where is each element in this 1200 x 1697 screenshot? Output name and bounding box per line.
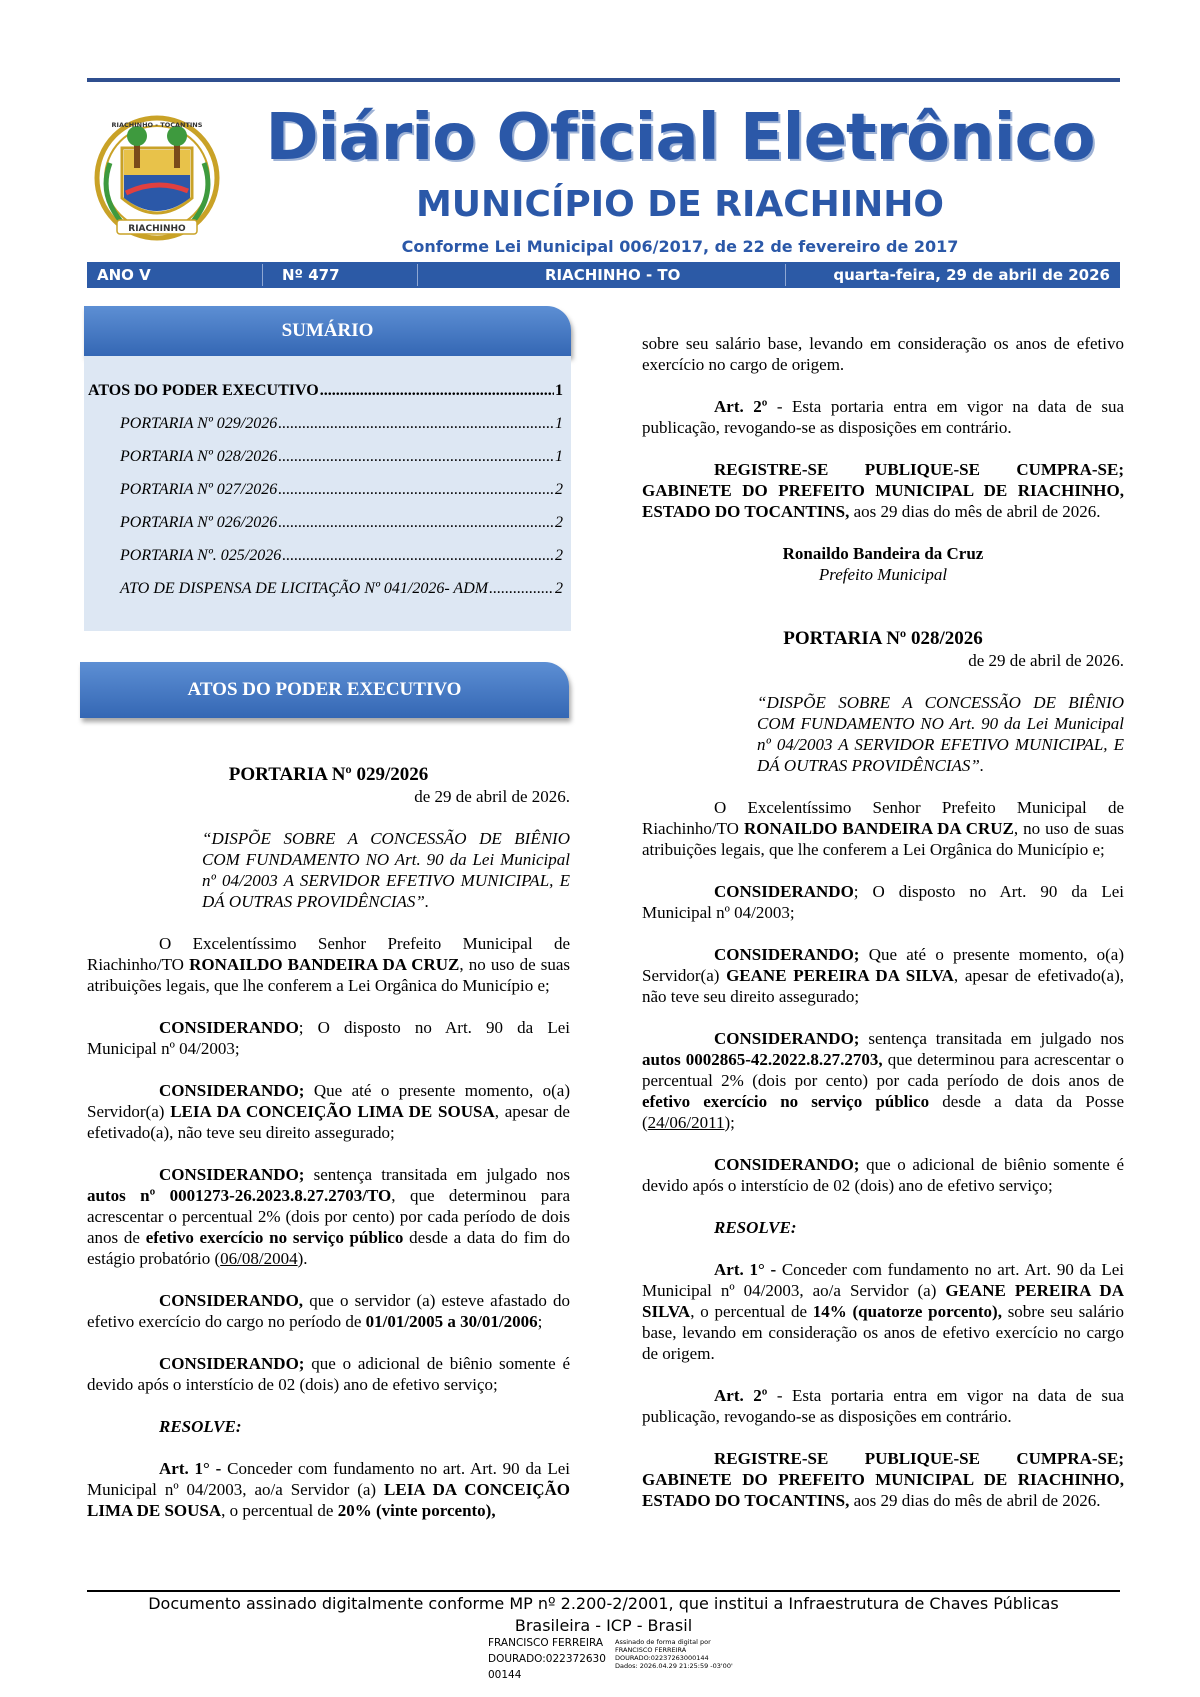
paragraph: CONSIDERANDO; sentença transitada em julgado nos autos nº 0001273-26.2023.8.27.2703/TO, que determinou para acrescentar o percentual 2% (dois por cento) por cada período de dois anos de efetivo exercício no serviço público desde a data do fim do estágio probatório (06/08/2004). (87, 1165, 571, 1268)
header-top-rule (87, 78, 1120, 82)
article-1-continued: sobre seu salário base, levando em consideração os anos de efetivo exercício no cargo de origem. (642, 334, 1124, 374)
toc-item[interactable]: PORTARIA Nº 027/2026 ..... 2 (88, 473, 563, 506)
signature-details: Assinado de forma digital por FRANCISCO FERREIRA DOURADO:02237263000144 Dados: 2026.04.29 21:25:59 -03'00' (615, 1638, 733, 1670)
resolve-heading: RESOLVE: (714, 1218, 797, 1237)
toc-item[interactable]: ATOS DO PODER EXECUTIVO ..... 1 (88, 374, 563, 407)
toc-item[interactable]: PORTARIA Nº 028/2026 ..... 1 (88, 440, 563, 473)
bar-divider (417, 264, 418, 286)
closing: REGISTRE-SE PUBLIQUE-SE CUMPRA-SE; GABINETE DO PREFEITO MUNICIPAL DE RIACHINHO, ESTADO DO TOCANTINS, aos 29 dias do mês de abril de 2026. (642, 460, 1124, 521)
paragraph: CONSIDERANDO; que o adicional de biênio somente é devido após o interstício de 02 (dois) ano de efetivo serviço; (642, 1155, 1124, 1195)
portaria-ementa: “DISPÕE SOBRE A CONCESSÃO DE BIÊNIO COM FUNDAMENTO NO Art. 90 da Lei Municipal nº 04/2003 A SERVIDOR EFETIVO MUNICIPAL, E DÁ OUTRAS PROVIDÊNCIAS”. (202, 829, 570, 911)
paragraph: CONSIDERANDO; Que até o presente momento, o(a) Servidor(a) LEIA DA CONCEIÇÃO LIMA DE SOUSA, apesar de efetivado(a), não teve seu direito assegurado; (87, 1081, 570, 1142)
resolve-heading: RESOLVE: (159, 1417, 242, 1436)
bar-divider (262, 264, 263, 286)
signer-certificate-name: FRANCISCO FERREIRA DOURADO:022372630 00144 (488, 1637, 606, 1681)
toc-item[interactable]: PORTARIA Nº. 025/2026 ..... 2 (88, 539, 563, 572)
paragraph: O Excelentíssimo Senhor Prefeito Municipal de Riachinho/TO RONAILDO BANDEIRA DA CRUZ, no uso de suas atribuições legais, que lhe conferem a Lei Orgânica do Município e; (87, 934, 570, 995)
summary-title: SUMÁRIO (84, 306, 571, 356)
law-reference: Conforme Lei Municipal 006/2017, de 22 de fevereiro de 2017 (401, 237, 959, 256)
paragraph: CONSIDERANDO; Que até o presente momento, o(a) Servidor(a) GEANE PEREIRA DA SILVA, apesar de efetivado(a), não teve seu direito assegurado; (642, 945, 1124, 1006)
edition-year: ANO V (97, 266, 151, 284)
signer-role: Prefeito Municipal (818, 565, 948, 584)
portaria-028 (642, 628, 1124, 1532)
paragraph: O Excelentíssimo Senhor Prefeito Municipal de Riachinho/TO RONAILDO BANDEIRA DA CRUZ, no uso de suas atribuições legais, que lhe conferem a Lei Orgânica do Município e; (642, 798, 1124, 859)
newspaper-title: Diário Oficial Eletrônico (265, 101, 1095, 175)
edition-location: RIACHINHO - TO (545, 266, 681, 284)
toc-item[interactable]: PORTARIA Nº 026/2026 ..... 2 (88, 506, 563, 539)
edition-bar (87, 262, 1120, 288)
summary-list (84, 356, 571, 631)
paragraph: CONSIDERANDO, que o servidor (a) esteve afastado do efetivo exercício do cargo no período de 01/01/2005 a 30/01/2006; (87, 1291, 570, 1331)
toc-item[interactable]: ATO DE DISPENSA DE LICITAÇÃO Nº 041/2026- ADM ..... 2 (88, 572, 563, 605)
edition-number: Nº 477 (282, 266, 340, 284)
paragraph: CONSIDERANDO; O disposto no Art. 90 da Lei Municipal nº 04/2003; (642, 882, 1124, 922)
portaria-date: de 29 de abril de 2026. (968, 651, 1124, 670)
footer-rule (87, 1590, 1120, 1592)
municipality-name: MUNICÍPIO DE RIACHINHO (415, 184, 945, 225)
section-header (80, 662, 569, 718)
svg-text:RIACHINHO - TOCANTINS: RIACHINHO - TOCANTINS (111, 121, 203, 129)
portaria-029 (87, 764, 570, 1542)
municipal-coat-of-arms (82, 103, 232, 253)
article-1: Art. 1° - Conceder com fundamento no art. Art. 90 da Lei Municipal nº 04/2003, ao/a Servidor (a) LEIA DA CONCEIÇÃO LIMA DE SOUSA, o percentual de 20% (vinte porcento), (87, 1459, 570, 1520)
portaria-029-continued (642, 333, 1124, 606)
article-2: Art. 2º - Esta portaria entra em vigor na data de sua publicação, revogando-se as disposições em contrário. (642, 397, 1124, 437)
bar-divider (785, 264, 786, 286)
portaria-ementa: “DISPÕE SOBRE A CONCESSÃO DE BIÊNIO COM FUNDAMENTO NO Art. 90 da Lei Municipal nº 04/2003 A SERVIDOR EFETIVO MUNICIPAL, E DÁ OUTRAS PROVIDÊNCIAS”. (757, 693, 1124, 775)
svg-text:RIACHINHO: RIACHINHO (128, 224, 186, 234)
edition-date: quarta-feira, 29 de abril de 2026 (833, 266, 1110, 284)
article-2: Art. 2º - Esta portaria entra em vigor na data de sua publicação, revogando-se as disposições em contrário. (642, 1386, 1124, 1426)
toc-item[interactable]: PORTARIA Nº 029/2026 ..... 1 (88, 407, 563, 440)
digital-signature-notice: Documento assinado digitalmente conforme MP nº 2.200-2/2001, que institui a Infraestrutura de Chaves Públicas Brasileira - ICP - Brasil (148, 1594, 1059, 1635)
summary-panel (84, 306, 571, 631)
signer-name: Ronaildo Bandeira da Cruz (782, 544, 984, 563)
section-title: ATOS DO PODER EXECUTIVO (80, 662, 569, 718)
paragraph: CONSIDERANDO; que o adicional de biênio somente é devido após o interstício de 02 (dois) ano de efetivo serviço; (87, 1354, 570, 1394)
portaria-date: de 29 de abril de 2026. (414, 787, 570, 806)
closing: REGISTRE-SE PUBLIQUE-SE CUMPRA-SE; GABINETE DO PREFEITO MUNICIPAL DE RIACHINHO, ESTADO DO TOCANTINS, aos 29 dias do mês de abril de 2026. (642, 1449, 1124, 1510)
article-1: Art. 1° - Conceder com fundamento no art. Art. 90 da Lei Municipal nº 04/2003, ao/a Servidor (a) GEANE PEREIRA DA SILVA, o percentual de 14% (quatorze porcento), sobre seu salário base, levando em consideração os anos de efetivo exercício no cargo de origem. (642, 1260, 1124, 1363)
portaria-title: PORTARIA Nº 028/2026 (783, 628, 983, 649)
paragraph: CONSIDERANDO; O disposto no Art. 90 da Lei Municipal nº 04/2003; (87, 1018, 570, 1058)
paragraph: CONSIDERANDO; sentença transitada em julgado nos autos 0002865-42.2022.8.27.2703, que determinou para acrescentar o percentual 2% (dois por cento) por cada período de dois anos de efetivo exercício no serviço público desde a data da Posse (24/06/2011); (642, 1029, 1124, 1132)
portaria-title: PORTARIA Nº 029/2026 (228, 764, 429, 785)
